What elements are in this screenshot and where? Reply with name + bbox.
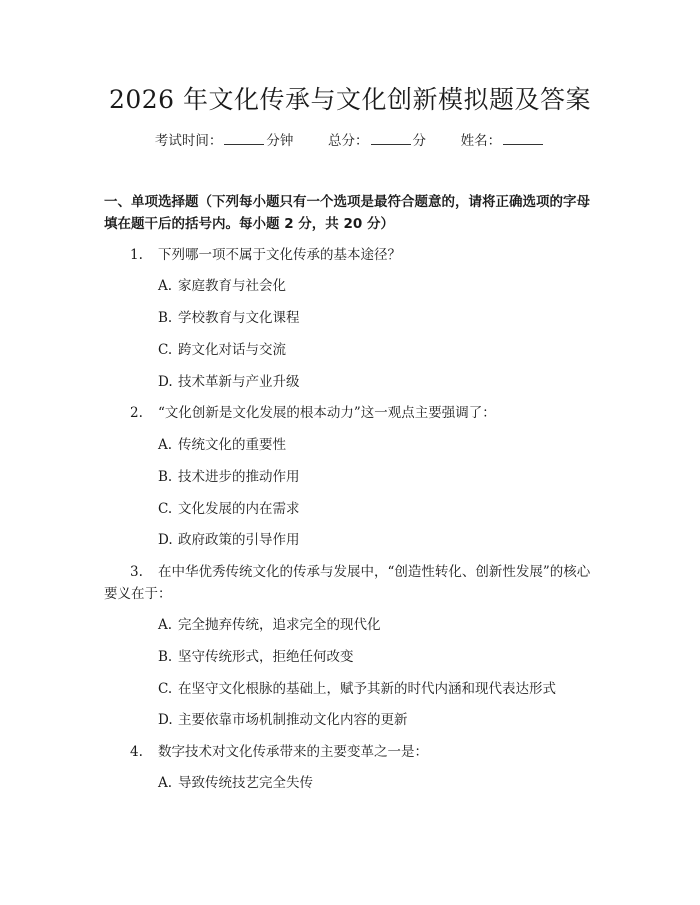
section-heading: 一、单项选择题（下列每小题只有一个选项是最符合题意的，请将正确选项的字母填在题干后的括号内。每小题 2 分，共 20 分）	[104, 194, 590, 232]
exam-meta	[0, 131, 700, 151]
option-letter: B.	[158, 310, 173, 326]
question-text: 在中华优秀传统文化的传承与发展中，“创造性转化、创新性发展”的核心要义在于：	[104, 564, 591, 602]
option-text: 技术进步的推动作用	[178, 469, 300, 485]
question-2	[104, 402, 600, 424]
option-letter: A.	[158, 775, 173, 791]
option-1a	[158, 276, 598, 296]
option-3c	[158, 679, 598, 699]
question-text: “文化创新是文化发展的根本动力”这一观点主要强调了：	[158, 405, 496, 421]
option-text: 政府政策的引导作用	[178, 532, 300, 548]
name-label: 姓名：	[460, 133, 502, 149]
question-number: 2.	[130, 405, 143, 421]
option-letter: B.	[158, 649, 173, 665]
option-1c	[158, 340, 598, 360]
option-letter: A.	[158, 278, 173, 294]
option-1b	[158, 308, 598, 328]
question-text: 数字技术对文化传承带来的主要变革之一是：	[158, 744, 428, 760]
option-letter: A.	[158, 617, 173, 633]
option-2d	[158, 530, 598, 550]
question-4	[104, 741, 600, 763]
option-text: 文化发展的内在需求	[178, 501, 300, 517]
option-letter: C.	[158, 501, 173, 517]
option-3d	[158, 710, 598, 730]
time-unit: 分钟	[266, 133, 294, 149]
question-3	[104, 561, 600, 605]
option-letter: C.	[158, 342, 173, 358]
time-blank	[224, 132, 264, 145]
time-label: 考试时间：	[154, 133, 223, 149]
page-title: 2026 年文化传承与文化创新模拟题及答案	[108, 85, 592, 114]
option-2c	[158, 499, 598, 519]
option-text: 坚守传统形式，拒绝任何改变	[178, 649, 354, 665]
score-label: 总分：	[328, 133, 369, 149]
option-letter: D.	[158, 532, 173, 548]
option-1d	[158, 372, 598, 392]
question-number: 1.	[130, 247, 143, 263]
question-number: 4.	[130, 744, 143, 760]
option-text: 在坚守文化根脉的基础上，赋予其新的时代内涵和现代表达形式	[178, 681, 556, 697]
option-text: 学校教育与文化课程	[178, 310, 300, 326]
option-letter: D.	[158, 712, 173, 728]
option-3b	[158, 647, 598, 667]
option-text: 跨文化对话与交流	[178, 342, 286, 358]
option-text: 完全抛弃传统，追求完全的现代化	[178, 617, 381, 633]
option-2a	[158, 435, 598, 455]
option-3a	[158, 615, 598, 635]
option-text: 技术革新与产业升级	[178, 374, 300, 390]
option-letter: B.	[158, 469, 173, 485]
score-blank	[371, 132, 411, 145]
option-letter: A.	[158, 437, 173, 453]
option-4a	[158, 773, 598, 793]
option-text: 传统文化的重要性	[178, 437, 286, 453]
option-text: 家庭教育与社会化	[178, 278, 286, 294]
name-blank	[503, 132, 543, 145]
question-text: 下列哪一项不属于文化传承的基本途径？	[158, 247, 401, 263]
score-unit: 分	[412, 133, 426, 149]
option-text: 导致传统技艺完全失传	[178, 775, 313, 791]
question-1	[104, 244, 600, 266]
option-text: 主要依靠市场机制推动文化内容的更新	[178, 712, 408, 728]
option-letter: D.	[158, 374, 173, 390]
option-2b	[158, 467, 598, 487]
option-letter: C.	[158, 681, 173, 697]
question-number: 3.	[130, 564, 143, 580]
